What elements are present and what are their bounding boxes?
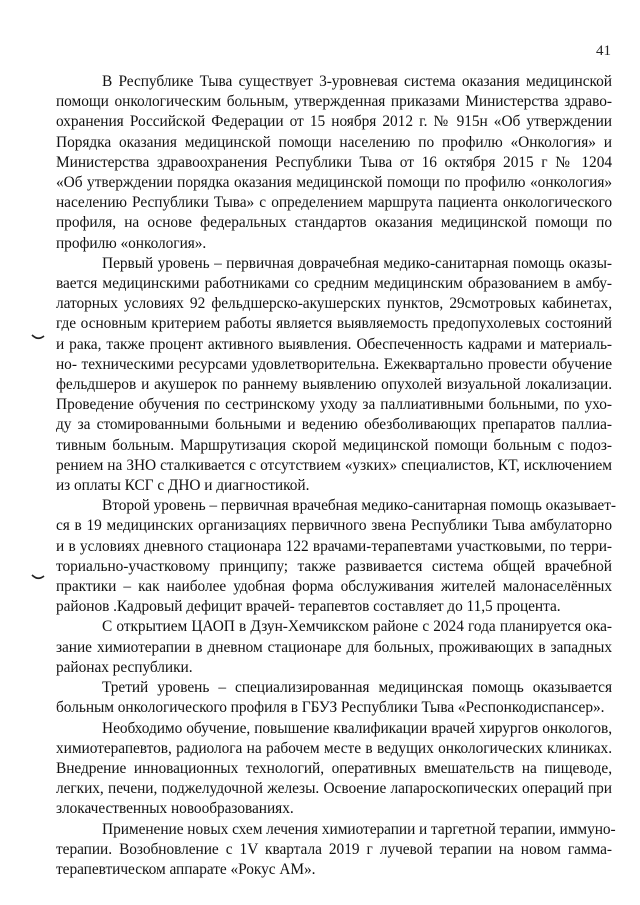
text-line: С открытием ЦАОП в Дзун-Хемчикском районе с 2024 года планируется ока- bbox=[102, 618, 612, 636]
text-line: профиля, на основе федеральных стандартов оказания медицинской помощи по bbox=[56, 214, 612, 232]
text-line: Порядка оказания медицинской помощи населению по профилю «Онкология» и bbox=[56, 133, 612, 151]
text-line: практики – как наиболее удобная форма обслуживания жителей малонаселённых bbox=[56, 578, 612, 596]
text-line: районов .Кадровый дефицит врачей- терапевтов составляет до 11,5 процента. bbox=[56, 598, 561, 616]
margin-mark bbox=[31, 574, 45, 581]
text-line: химиотерапевтов, радиолога на рабочем месте в ведущих онкологических клиниках. bbox=[56, 739, 612, 757]
text-line: фельдшеров и акушерок по раннему выявлению опухолей визуальной локализации. bbox=[56, 376, 612, 394]
document-body bbox=[56, 72, 616, 880]
text-line: Второй уровень – первичная врачебная медико-санитарная помощь оказывает- bbox=[102, 497, 616, 515]
paragraph bbox=[56, 496, 616, 617]
text-line: латорных условиях 92 фельдшерско-акушерских пунктов, 29смотровых кабинетах, bbox=[56, 295, 612, 313]
text-line: «Об утверждении порядка оказания медицинской помощи по профилю «онкология» bbox=[56, 174, 612, 192]
paragraph bbox=[56, 820, 616, 881]
paragraph bbox=[56, 719, 612, 820]
paragraph bbox=[56, 678, 612, 718]
text-line: больным онкологического профиля в ГБУЗ Республики Тыва «Респонкодиспансер». bbox=[56, 699, 605, 717]
text-line: зание химиотерапии в дневном стационаре для больных, проживающих в западных bbox=[56, 638, 612, 656]
text-line: тивным больным. Маршрутизация скорой медицинской помощи больным с подоз- bbox=[56, 436, 612, 454]
text-line: злокачественных новообразованиях. bbox=[56, 800, 294, 818]
text-line: профилю «онкология». bbox=[56, 234, 207, 252]
text-line: населению Республики Тыва» с определением маршрута пациента онкологического bbox=[56, 194, 612, 212]
text-line: терапевтическом аппарате «Рокус АМ». bbox=[56, 860, 316, 878]
text-line: В Республике Тыва существует 3-уровневая система оказания медицинской bbox=[102, 73, 612, 90]
text-line: Проведение обучения по сестринскому уходу за паллиативными больными, по ухо- bbox=[56, 396, 612, 414]
text-line: ториально-участковому принципу; также развивается система общей врачебной bbox=[56, 557, 612, 575]
paragraph bbox=[56, 254, 612, 496]
text-line: где основным критерием работы является выявляемость предопухолевых состояний bbox=[56, 315, 612, 333]
text-line: помощи онкологическим больным, утвержденная приказами Министерства здраво- bbox=[56, 93, 612, 111]
text-line: Внедрение инновационных технологий, оперативных вмешательств на пищеводе, bbox=[56, 759, 612, 777]
text-line: но- техническими ресурсами удовлетворительна. Ежеквартально провести обучение bbox=[56, 355, 612, 373]
text-line: из оплаты КСГ с ДНО и диагностикой. bbox=[56, 477, 310, 495]
page-number: 41 bbox=[596, 43, 611, 59]
text-line: Первый уровень – первичная доврачебная медико-санитарная помощь оказы- bbox=[102, 254, 612, 272]
text-line: и в условиях дневного стационара 122 врачами-терапевтами участковыми, по терри- bbox=[56, 537, 612, 555]
text-line: охранения Российской Федерации от 15 ноября 2012 г. № 915н «Об утверждении bbox=[56, 113, 612, 131]
paragraph bbox=[56, 617, 612, 678]
text-line: Третий уровень – специализированная медицинская помощь оказывается bbox=[102, 679, 612, 697]
text-line: ся в 19 медицинских организациях первичного звена Республики Тыва амбулаторно bbox=[56, 517, 612, 535]
text-line: ду за стомированными больными и ведению обезболивающих препаратов паллиа- bbox=[56, 416, 612, 434]
text-line: Министерства здравоохранения Республики Тыва от 16 октября 2015 г № 1204 bbox=[56, 153, 612, 171]
paragraph bbox=[56, 72, 612, 254]
text-line: легких, печени, поджелудочной железы. Освоение лапароскопических операций при bbox=[56, 780, 612, 798]
text-line: рением на ЗНО сталкивается с отсутствием «узких» специалистов, КТ, исключением bbox=[56, 456, 612, 474]
text-line: и рака, также процент активного выявления. Обеспеченность кадрами и материаль- bbox=[56, 335, 612, 353]
text-line: вается медицинскими работниками со средним медицинским образованием в амбу- bbox=[56, 275, 612, 293]
text-line: районах республики. bbox=[56, 658, 193, 676]
text-line: Необходимо обучение, повышение квалификации врачей хирургов онкологов, bbox=[102, 719, 612, 737]
margin-mark bbox=[31, 334, 45, 341]
text-line: терапии. Возобновление с 1V квартала 2019 г лучевой терапии на новом гамма- bbox=[56, 840, 612, 858]
text-line: Применение новых схем лечения химиотерапии и таргетной терапии, иммуно- bbox=[102, 820, 616, 838]
